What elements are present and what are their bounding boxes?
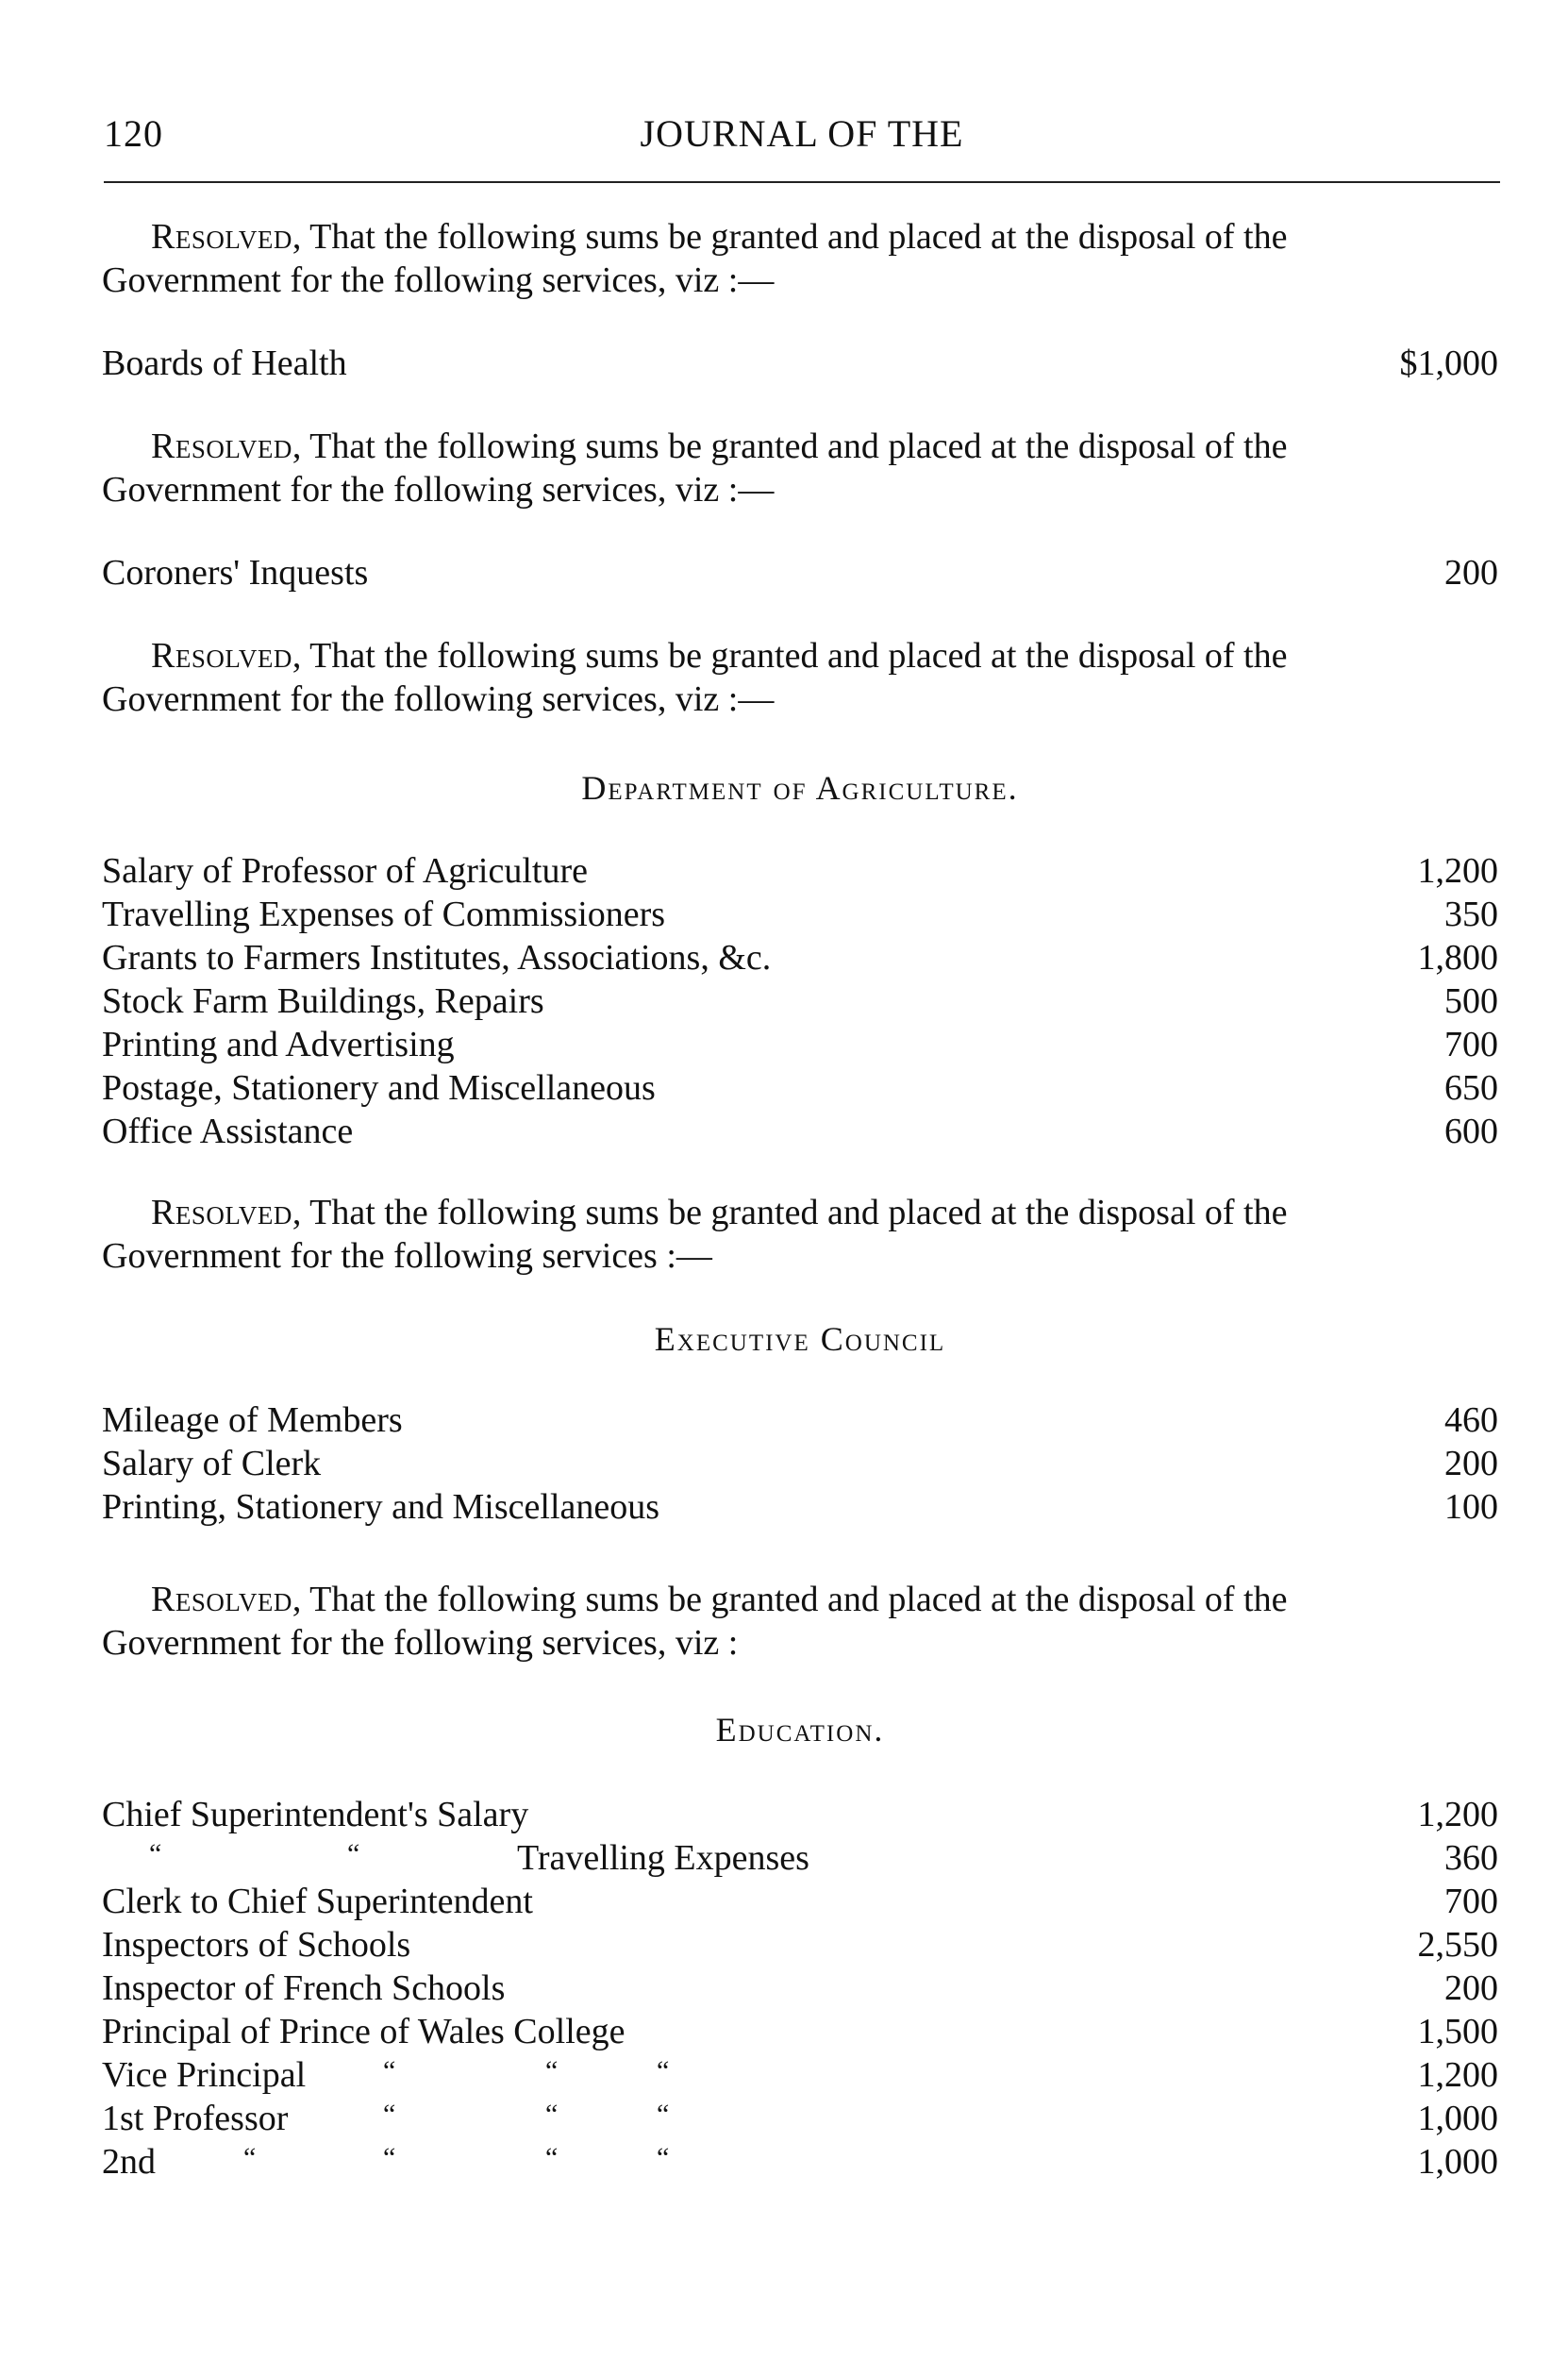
line-item: Printing and Advertising 700 (102, 1025, 1498, 1064)
resolution-text: , That the following sums be granted and placed at the disposal of the Government for the following services, viz :— (102, 427, 1288, 510)
line-item: Principal of Prince of Wales College 1,500 (102, 2012, 1498, 2051)
resolved-word: Resolved (151, 427, 292, 466)
resolution-paragraph (102, 634, 1328, 721)
ditto-mark: “ (657, 2142, 670, 2173)
item-amount: $1,000 (1399, 343, 1498, 383)
line-item: Postage, Stationery and Miscellaneous 650 (102, 1068, 1498, 1108)
line-item: Printing, Stationery and Miscellaneous 100 (102, 1487, 1498, 1527)
line-item: Office Assistance 600 (102, 1112, 1498, 1151)
ditto-mark: “ (657, 2099, 670, 2130)
item-amount: 200 (1444, 553, 1498, 593)
line-item: Mileage of Members 460 (102, 1400, 1498, 1440)
section-heading: Executive Council (654, 1320, 946, 1358)
ditto-mark: “ (243, 2142, 257, 2173)
resolved-word: Resolved (151, 1193, 292, 1232)
line-item: Vice Principal “ “ “ 1,200 (102, 2053, 1498, 2097)
ditto-mark: “ (383, 2099, 396, 2130)
running-title: JOURNAL OF THE (640, 112, 964, 155)
item-label: Coroners' Inquests (102, 553, 369, 593)
resolution-paragraph (102, 215, 1328, 302)
page-header (104, 104, 1500, 160)
page-number: 120 (104, 112, 163, 155)
line-item: Stock Farm Buildings, Repairs 500 (102, 981, 1498, 1021)
resolved-word: Resolved (151, 1580, 292, 1619)
ditto-mark: “ (545, 2099, 559, 2130)
line-item: Clerk to Chief Superintendent 700 (102, 1882, 1498, 1921)
resolution-paragraph (102, 1578, 1328, 1665)
line-item (102, 342, 1498, 385)
line-item: 1st Professor “ “ “ 1,000 (102, 2097, 1498, 2140)
ditto-mark: “ (149, 1838, 162, 1869)
line-item: Inspectors of Schools 2,550 (102, 1925, 1498, 1965)
ditto-mark: “ (657, 2055, 670, 2086)
ditto-mark: “ (545, 2055, 559, 2086)
line-item: 2nd “ “ “ “ 1,000 (102, 2140, 1498, 2184)
ditto-mark: “ (545, 2142, 559, 2173)
line-item: Chief Superintendent's Salary 1,200 (102, 1795, 1498, 1834)
resolution-text: , That the following sums be granted and placed at the disposal of the Government for the following services, viz :— (102, 217, 1288, 300)
resolution-text: , That the following sums be granted and placed at the disposal of the Government for the following services, viz :— (102, 636, 1288, 719)
line-item: Travelling Expenses of Commissioners 350 (102, 895, 1498, 934)
resolution-text: , That the following sums be granted and placed at the disposal of the Government for the following services, viz : (102, 1580, 1288, 1663)
line-item: Salary of Professor of Agriculture 1,200 (102, 851, 1498, 891)
line-item: Grants to Farmers Institutes, Associations, &c. 1,800 (102, 938, 1498, 978)
resolved-word: Resolved (151, 217, 292, 257)
header-rule (104, 181, 1500, 183)
resolution-text: , That the following sums be granted and placed at the disposal of the Government for the following services :— (102, 1193, 1288, 1276)
section-heading: Education. (715, 1711, 885, 1749)
line-item: Inspector of French Schools 200 (102, 1968, 1498, 2008)
item-label: Boards of Health (102, 343, 347, 383)
ditto-mark: “ (383, 2142, 396, 2173)
section-heading: Department of Agriculture. (581, 769, 1019, 807)
ditto-mark: “ (383, 2055, 396, 2086)
resolution-paragraph (102, 425, 1328, 511)
resolved-word: Resolved (151, 636, 292, 676)
line-item (102, 551, 1498, 594)
ditto-mark: “ (347, 1838, 360, 1869)
line-item: “ “ Travelling Expenses 360 (102, 1836, 1498, 1880)
line-item: Salary of Clerk 200 (102, 1444, 1498, 1483)
resolution-paragraph (102, 1191, 1328, 1278)
